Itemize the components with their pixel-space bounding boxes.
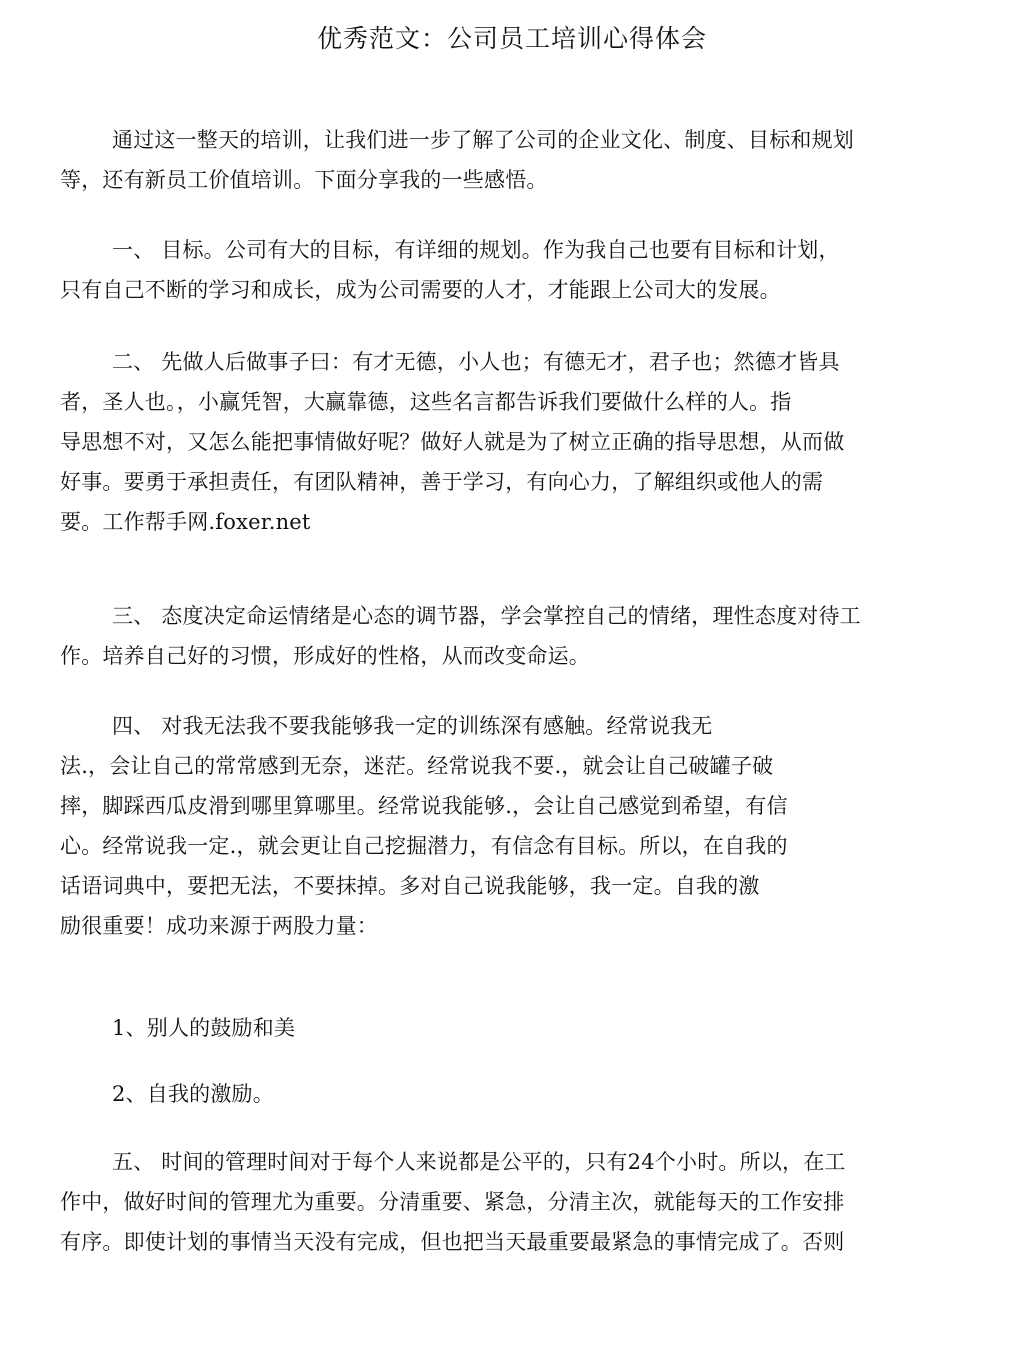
text-line: 三、 态度决定命运情绪是心态的调节器，学会掌控自己的情绪，理性态度对待工 xyxy=(112,604,861,628)
document-title: 优秀范文：公司员工培训心得体会 xyxy=(316,24,707,53)
text-line: 励很重要！成功来源于两股力量： xyxy=(60,914,378,938)
text-line: 2、自我的激励。 xyxy=(112,1082,274,1106)
paragraph-section-2 xyxy=(60,342,940,542)
paragraph-intro xyxy=(60,120,940,200)
text-line: 摔，脚踩西瓜皮滑到哪里算哪里。经常说我能够.，会让自己感觉到希望，有信 xyxy=(60,794,788,818)
text-line: 一、 目标。公司有大的目标，有详细的规划。作为我自己也要有目标和计划， xyxy=(112,238,840,262)
text-line: 等，还有新员工价值培训。下面分享我的一些感悟。 xyxy=(60,168,548,192)
text-line: 只有自己不断的学习和成长，成为公司需要的人才，才能跟上公司大的发展。 xyxy=(60,278,781,302)
text-line: 好事。要勇于承担责任，有团队精神，善于学习，有向心力，了解组织或他人的需 xyxy=(60,470,824,494)
text-line: 导思想不对，又怎么能把事情做好呢？做好人就是为了树立正确的指导思想，从而做 xyxy=(60,430,845,454)
text-line: 者，圣人也。，小赢凭智，大赢靠德，这些名言都告诉我们要做什么样的人。指 xyxy=(60,390,792,414)
text-line: 法.，会让自己的常常感到无奈，迷茫。经常说我不要.，就会让自己破罐子破 xyxy=(60,754,774,778)
paragraph-section-4 xyxy=(60,706,940,946)
paragraph-section-5 xyxy=(60,1142,940,1262)
text-line: 作中，做好时间的管理尤为重要。分清重要、紧急，分清主次，就能每天的工作安排 xyxy=(60,1190,845,1214)
text-line: 四、 对我无法我不要我能够我一定的训练深有感触。经常说我无 xyxy=(112,714,713,738)
text-line: 二、 先做人后做事子曰：有才无德，小人也；有德无才，君子也；然德才皆具 xyxy=(112,350,840,374)
paragraph-section-3 xyxy=(60,596,940,676)
text-line: 话语词典中，要把无法，不要抹掉。多对自己说我能够，我一定。自我的激 xyxy=(60,874,760,898)
text-line: 要。工作帮手网.foxer.net xyxy=(60,510,311,534)
text-line: 通过这一整天的培训，让我们进一步了解了公司的企业文化、制度、目标和规划 xyxy=(112,128,854,152)
text-line: 五、 时间的管理时间对于每个人来说都是公平的，只有24个小时。所以，在工 xyxy=(112,1150,846,1174)
text-line: 有序。即使计划的事情当天没有完成，但也把当天最重要最紧急的事情完成了。否则 xyxy=(60,1230,845,1254)
list-item-2 xyxy=(60,1074,940,1114)
paragraph-section-1 xyxy=(60,230,940,310)
text-line: 心。经常说我一定.，就会更让自己挖掘潜力，有信念有目标。所以，在自我的 xyxy=(60,834,788,858)
list-item-1 xyxy=(60,1008,940,1048)
text-line: 作。培养自己好的习惯，形成好的性格，从而改变命运。 xyxy=(60,644,590,668)
text-line: 1、别人的鼓励和美 xyxy=(112,1016,296,1040)
